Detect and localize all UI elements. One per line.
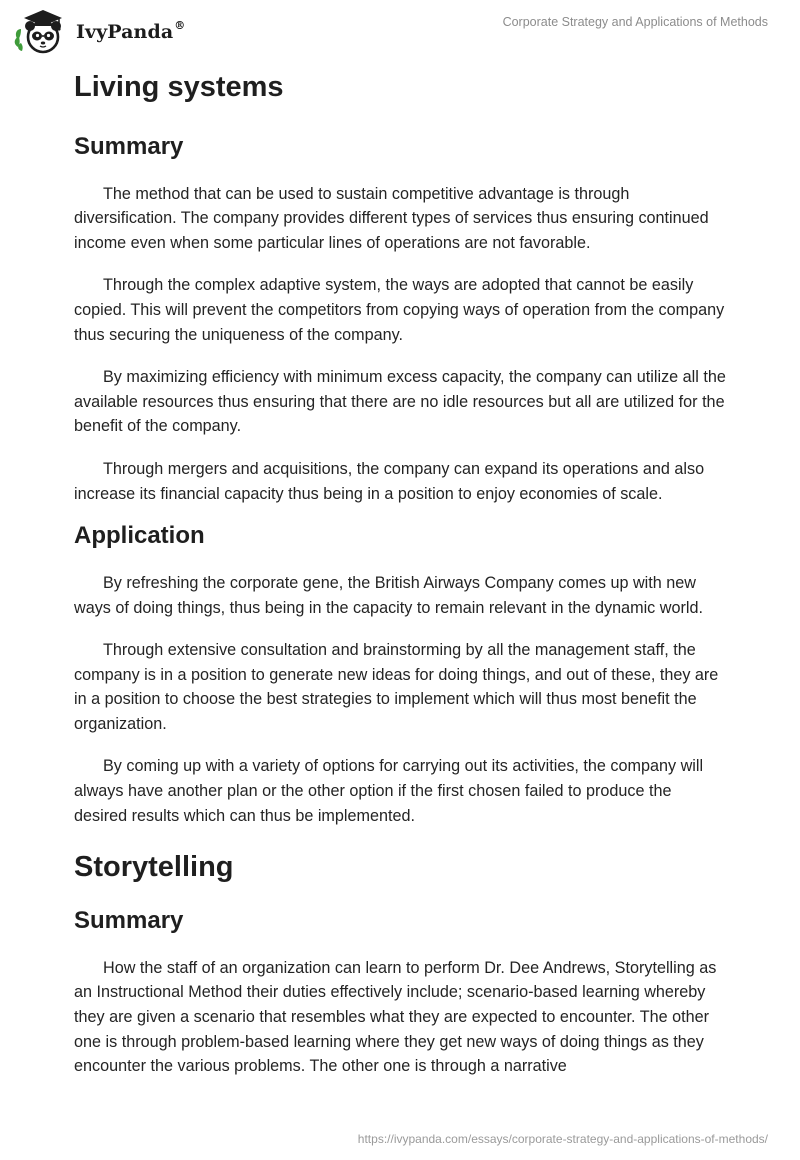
subsection-title-application: Application	[74, 522, 205, 550]
paragraph: By coming up with a variety of options for carrying out its activities, the company will always have another plan or the other option if the first chosen failed to produce the desired results which can thus be implemented.	[74, 757, 704, 825]
paragraph: By refreshing the corporate gene, the British Airways Company comes up with new ways of doing things, thus being in the capacity to remain relevant in the dynamic world.	[74, 573, 703, 617]
brand-name: IvyPanda®	[76, 19, 186, 43]
paragraph: How the staff of an organization can learn to perform Dr. Dee Andrews, Storytelling as an Instructional Method their duties effectively include; scenario-based learning whereby they are given a scenario that resembles what they are expected to encounter. The other one is through problem-based learning where they get new ways of doing things as they encounter the various problems. The other one is through a narrative	[74, 958, 717, 1076]
paragraph: The method that can be used to sustain competitive advantage is through diversification. The company provides different types of services thus ensuring continued income even when some particular lines of operations are not favorable.	[74, 184, 709, 252]
subsection-title-summary: Summary	[74, 907, 184, 935]
paragraph: Through mergers and acquisitions, the company can expand its operations and also increase its financial capacity thus being in a position to enjoy economies of scale.	[74, 459, 705, 503]
paragraph: Through extensive consultation and brainstorming by all the management staff, the company is in a position to generate new ideas for doing things, and out of these, they are in a position to choose the best strategies to implement which will thus most benefit the organization.	[74, 641, 719, 733]
page-header	[0, 0, 800, 60]
paragraph: Through the complex adaptive system, the ways are adopted that cannot be easily copied. This will prevent the competitors from copying ways of operation from the company thus securing the uniqueness of the company.	[74, 276, 725, 344]
source-url[interactable]: https://ivypanda.com/essays/corporate-strategy-and-applications-of-methods/	[357, 1132, 768, 1146]
essay-content	[74, 70, 728, 1079]
ivypanda-logo[interactable]	[14, 7, 185, 57]
document-title: Corporate Strategy and Applications of Methods	[502, 15, 768, 29]
panda-graduate-icon	[14, 7, 70, 57]
paragraph: By maximizing efficiency with minimum excess capacity, the company can utilize all the available resources thus ensuring that there are no idle resources but all are utilized for the benefit of the company.	[74, 368, 726, 436]
registered-mark: ®	[174, 19, 186, 32]
subsection-title-summary: Summary	[74, 132, 184, 160]
section-title-storytelling: Storytelling	[74, 851, 234, 884]
section-title-living-systems: Living systems	[74, 71, 284, 103]
